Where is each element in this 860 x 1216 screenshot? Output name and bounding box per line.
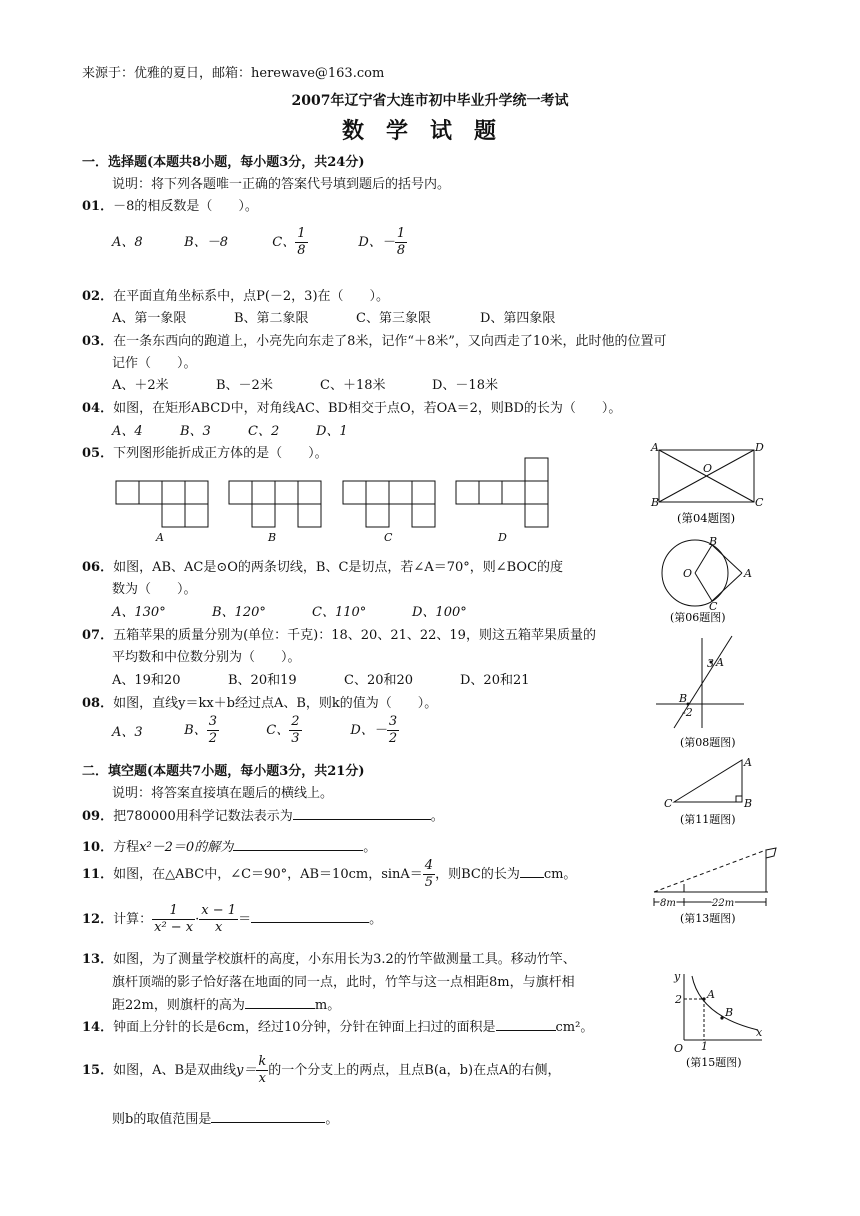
answer-blank[interactable]	[496, 1030, 556, 1031]
answer-blank[interactable]	[245, 1008, 315, 1009]
question-02	[82, 285, 389, 304]
label-2: 2	[675, 993, 682, 1006]
question-number: 09．	[82, 809, 114, 824]
question-12	[82, 903, 382, 936]
option-d: D、100°	[412, 605, 467, 620]
answer-blank[interactable]	[211, 1122, 325, 1123]
question-stem: 方程	[113, 840, 140, 855]
fraction: $\frac{k}{x}$	[258, 1054, 267, 1086]
net-label-b: B	[268, 531, 277, 544]
question-04-options	[112, 420, 348, 439]
question-04	[82, 397, 621, 416]
source-line: 来源于：优雅的夏日，邮箱：herewave@163.com	[82, 66, 385, 81]
label-o: O	[674, 1042, 684, 1055]
section-2-note: 说明：将答案直接填在题后的横线上。	[112, 786, 334, 801]
question-06	[82, 556, 563, 575]
option-b: B、120°	[212, 605, 266, 620]
question-number: 14．	[82, 1020, 114, 1035]
figure-04	[645, 440, 770, 530]
option-b: B、－2米	[216, 378, 273, 393]
question-stem-cont: 的一个分支上的两点，且点B(a，b)在点A的右侧，	[268, 1063, 561, 1078]
fraction: $\frac{4}{5}$	[424, 858, 434, 890]
question-stem: 在平面直角坐标系中，点P(－2，3)在（ ）。	[113, 289, 390, 304]
question-stem: 如图，在矩形ABCD中，对角线AC、BD相交于点O，若OA＝2，则BD的长为（ ）。	[113, 401, 622, 416]
question-stem: 下列图形能折成正方体的是（ ）。	[113, 446, 328, 461]
fraction-2: $\frac{x - 1}{x}$	[201, 903, 237, 935]
option-d: D、第四象限	[480, 311, 556, 326]
question-13-line2: 旗杆顶端的影子恰好落在地面的同一点，此时，竹竿与这一点相距8m，与旗杆相	[112, 975, 575, 990]
label-b: B	[744, 797, 753, 810]
label-a: A	[651, 441, 659, 454]
label-b: B	[709, 535, 718, 548]
figure-06	[650, 535, 760, 627]
net-label-c: C	[384, 531, 393, 544]
figure-08	[652, 632, 762, 752]
option-c: C、110°	[312, 605, 367, 620]
figure-caption: (第13题图)	[680, 912, 736, 925]
question-11	[82, 858, 576, 891]
question-stem: 计算：	[113, 912, 153, 927]
dot-operator: ·	[195, 912, 200, 927]
option-b: B、－8	[184, 235, 228, 250]
option-a: A、8	[112, 235, 143, 250]
label-3: 3	[707, 657, 714, 670]
label-1: 1	[701, 1040, 708, 1053]
question-number: 07．	[82, 628, 114, 643]
answer-blank[interactable]	[520, 877, 544, 878]
question-10	[82, 836, 376, 855]
label-b: B	[679, 692, 688, 705]
question-number: 11．	[82, 867, 114, 882]
option-a: A、第一象限	[112, 311, 187, 326]
figure-caption: (第04题图)	[677, 511, 736, 525]
equation: y＝	[236, 1063, 257, 1078]
option-b: B、3	[180, 424, 211, 439]
label-x: x	[756, 1026, 763, 1039]
option-a: A、3	[112, 725, 143, 740]
net-label-a: A	[156, 531, 164, 544]
section-1-heading: 一．选择题(本题共8小题，每小题3分，共24分)	[82, 155, 365, 170]
question-number: 15．	[82, 1063, 114, 1078]
question-number: 12．	[82, 912, 114, 927]
question-03	[82, 330, 666, 349]
section-2-heading: 二．填空题(本题共7小题，每小题3分，共21分)	[82, 764, 365, 779]
option-a: A、19和20	[112, 673, 181, 688]
label-8m: 8m	[660, 898, 676, 909]
section-1-note: 说明：将下列各题唯一正确的答案代号填到题后的括号内。	[112, 177, 451, 192]
option-c: C、2	[248, 424, 280, 439]
question-stem: 在一条东西向的跑道上，小亮先向东走了8米，记作“＋8米”，又向西走了10米，此时他的位置可	[113, 334, 667, 349]
figure-13	[650, 842, 780, 930]
figure-caption: (第08题图)	[680, 736, 736, 749]
question-number: 13．	[82, 952, 114, 967]
question-02-options	[112, 307, 555, 326]
question-14	[82, 1016, 593, 1035]
figure-caption: (第11题图)	[680, 813, 736, 826]
answer-blank[interactable]	[233, 850, 363, 851]
question-stem-cont: ，则BC的长为	[435, 867, 520, 882]
exam-title: 2007年辽宁省大连市初中毕业升学统一考试	[291, 93, 569, 109]
answer-blank[interactable]	[251, 922, 369, 923]
question-number: 01．	[82, 199, 114, 214]
option-d: D、－ $\frac{3}{2}$	[350, 714, 398, 746]
label-c: C	[709, 600, 718, 613]
question-15	[82, 1054, 560, 1087]
question-number: 03．	[82, 334, 114, 349]
question-08-options	[112, 714, 399, 747]
label-b: B	[725, 1006, 734, 1019]
label-neg2: -2	[682, 706, 693, 719]
question-number: 02．	[82, 289, 114, 304]
question-03-stem-cont: 记作（ ）。	[112, 356, 197, 371]
question-07	[82, 624, 596, 643]
question-stem: 钟面上分针的长是6cm，经过10分钟，分针在钟面上扫过的面积是	[113, 1020, 496, 1035]
figure-caption: (第06题图)	[670, 611, 726, 624]
option-a: A、130°	[112, 605, 166, 620]
question-07-options	[112, 669, 530, 688]
label-b: B	[651, 496, 660, 509]
label-a: A	[707, 988, 715, 1001]
question-number: 10．	[82, 840, 114, 855]
question-03-options	[112, 374, 498, 393]
question-06-options	[112, 601, 467, 620]
punct: 。	[430, 809, 444, 824]
question-stem: 如图，A、B是双曲线	[113, 1063, 237, 1078]
question-number: 06．	[82, 560, 114, 575]
option-d: D、－ $\frac{1}{8}$	[358, 226, 406, 258]
equation: x²－2＝0的解为	[139, 840, 234, 855]
figure-11	[660, 755, 760, 830]
question-stem: 如图，在△ABC中，∠C＝90°，AB＝10cm，sinA＝	[113, 867, 423, 882]
label-o: O	[683, 567, 693, 580]
option-d: D、1	[316, 424, 348, 439]
option-b: B、 $\frac{3}{2}$	[184, 714, 217, 746]
question-09	[82, 805, 444, 824]
option-c: C、 $\frac{2}{3}$	[266, 714, 300, 746]
punct: 。	[363, 840, 377, 855]
fraction-1: $\frac{1}{\text{x² − x}}$	[154, 903, 194, 935]
question-number: 05．	[82, 446, 114, 461]
question-stem: 如图，AB、AC是⊙O的两条切线，B、C是切点，若∠A＝70°，则∠BOC的度	[113, 560, 564, 575]
equals: ＝	[238, 912, 252, 927]
label-d: D	[755, 441, 764, 454]
label-o: O	[703, 462, 713, 475]
option-a: A、＋2米	[112, 378, 169, 393]
option-b: B、20和19	[228, 673, 297, 688]
option-d: D、20和21	[460, 673, 530, 688]
question-13-line3: 距22m，则旗杆的高为 m。	[112, 998, 341, 1013]
figure-15	[668, 966, 768, 1074]
unit: cm²。	[555, 1020, 594, 1035]
question-stem: 如图，为了测量学校旗杆的高度，小东用长为3.2的竹竿做测量工具。移动竹竿、	[113, 952, 576, 967]
cube-nets-figure	[110, 455, 560, 547]
question-08	[82, 692, 437, 711]
question-number: 08．	[82, 696, 114, 711]
option-a: A、4	[112, 424, 143, 439]
label-c: C	[664, 797, 673, 810]
punct: 。	[369, 912, 383, 927]
option-c: C、 $\frac{1}{8}$	[272, 226, 306, 258]
label-a: A	[744, 756, 752, 769]
net-label-d: D	[498, 531, 507, 544]
question-stem: 如图，直线y＝kx＋b经过点A、B，则k的值为（ ）。	[113, 696, 438, 711]
option-c: C、20和20	[344, 673, 414, 688]
option-c: C、＋18米	[320, 378, 386, 393]
option-c: C、第三象限	[356, 311, 431, 326]
question-13	[82, 948, 576, 967]
label-c: C	[755, 496, 764, 509]
option-d: D、－18米	[432, 378, 498, 393]
question-stem: 把780000用科学记数法表示为	[113, 809, 293, 824]
label-22m: 22m	[712, 898, 735, 909]
label-a: A	[716, 656, 724, 669]
question-15-line2: 则b的取值范围是 。	[112, 1112, 339, 1127]
question-stem: －8的相反数是（ ）。	[113, 199, 258, 214]
question-number: 04．	[82, 401, 114, 416]
subject-title: 数学试题	[341, 118, 518, 144]
figure-caption: (第15题图)	[686, 1056, 742, 1069]
question-07-stem-cont: 平均数和中位数分别为（ ）。	[112, 650, 301, 665]
unit: cm。	[543, 867, 577, 882]
answer-blank[interactable]	[293, 819, 431, 820]
question-stem: 五箱苹果的质量分别为(单位：千克)：18、20、21、22、19，则这五箱苹果质量的	[113, 628, 596, 643]
option-b: B、第二象限	[234, 311, 309, 326]
question-01-options	[112, 226, 407, 259]
label-a: A	[744, 567, 752, 580]
question-06-stem-cont: 数为（ ）。	[112, 582, 197, 597]
label-y: y	[674, 970, 681, 983]
question-01	[82, 195, 258, 214]
